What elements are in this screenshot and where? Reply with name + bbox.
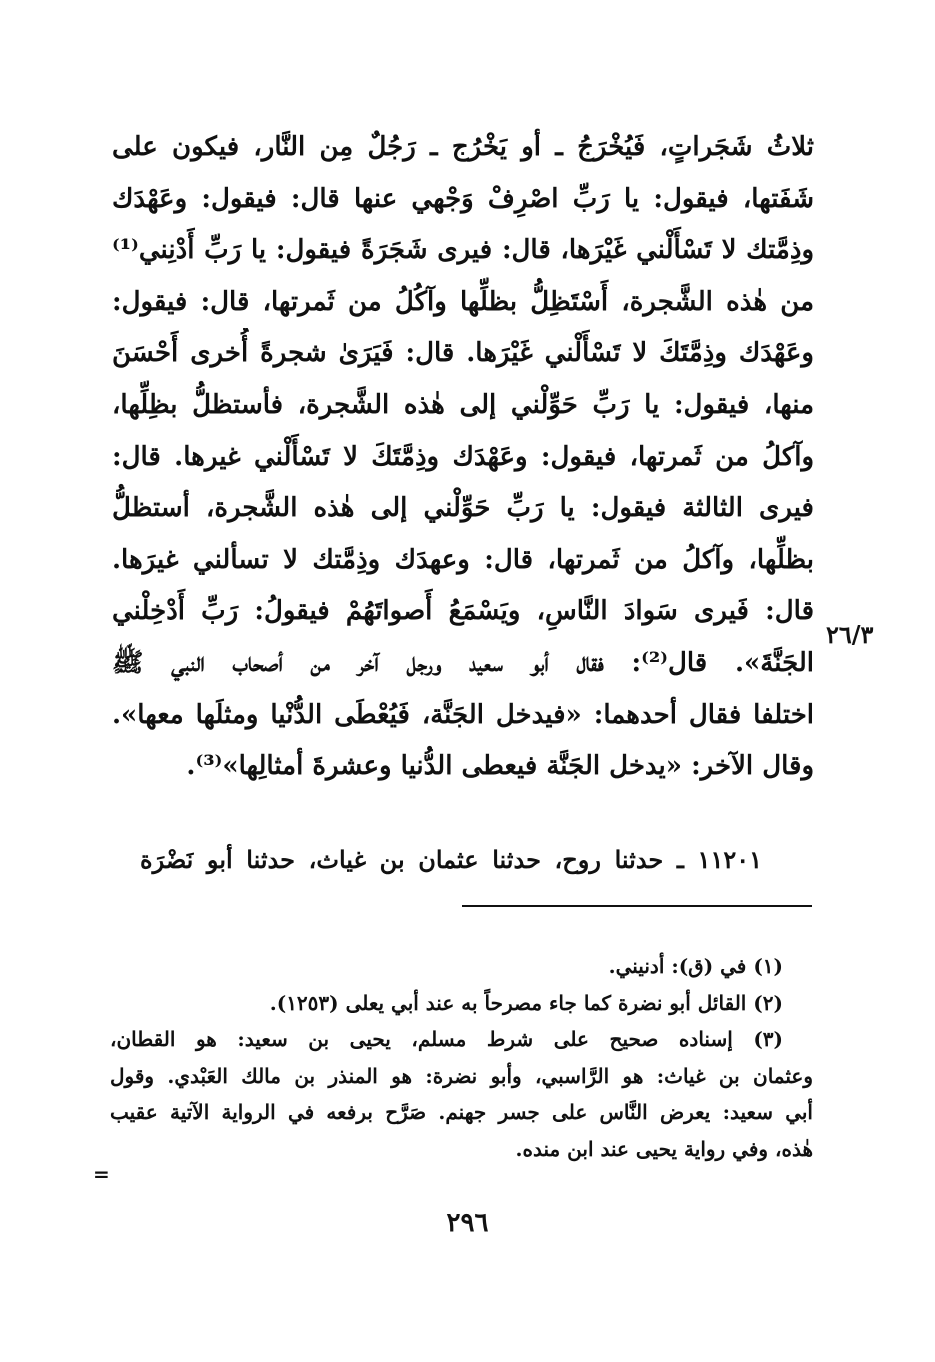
footnote-continuation: هٰذه، وفي رواية يحيى عند ابن منده. bbox=[515, 1136, 813, 1161]
footnote-continuation: أبي سعيد: يعرض النَّاس على جسر جهنم. صَرَّح برفعه في الرواية الآتية عقيب bbox=[110, 1100, 813, 1124]
footnote-continuation: وعثمان بن غياث: هو الرَّاسبي، وأبو نضرة: هو المنذر بن مالك العَبْدي. وقول bbox=[110, 1063, 813, 1088]
next-hadith-line: ١١٢٠١ ـ حدثنا روح، حدثنا عثمان بن غياث، حدثنا أبو نَضْرَة bbox=[140, 845, 762, 874]
continuation-mark: = bbox=[93, 1162, 110, 1186]
text-line: بظلِّها، وآكلُ من ثَمرتها، قال: وعهدَك وذِمَّتك لا تسألني غيرَها. bbox=[112, 544, 814, 575]
text-line: وعَهْدَك وذِمَّتَكَ لا تَسْأَلْني غَيْرَها. قال: فَيَرَىٰ شجرةً أُخرى أَحْسَنَ bbox=[112, 338, 814, 369]
text-line: منها، فيقول: يا رَبِّ حَوِّلْني إلى هٰذه الشَّجرة، فأستظلُّ بظِلِّها، bbox=[112, 389, 814, 420]
footnote: (٢) القائل أبو نضرة كما جاء مصرحاً به عند أبي يعلى (١٢٥٣). bbox=[269, 990, 783, 1015]
text-line: الجَنَّةَ». قال⁽²⁾: فقال أبو سعيد ورجل آخر من أصحاب النبي ﷺ bbox=[112, 647, 814, 678]
page-number: ٢٩٦ bbox=[446, 1208, 489, 1238]
footnote: (٣) إسناده صحيح على شرط مسلم، يحيى بن سعيد: هو القطان، bbox=[110, 1027, 784, 1051]
main-text bbox=[112, 122, 814, 793]
footnotes bbox=[110, 948, 813, 1167]
text-line: من هٰذه الشَّجرة، أَسْتَظِلُّ بظلِّها وآكُلُ من ثَمرتها، قال: فيقول: bbox=[112, 286, 814, 317]
footnote-divider bbox=[462, 905, 812, 907]
text-line: اختلفا فقال أحدهما: «فيدخل الجَنَّة، فَيُعْطَى الدُّنْيا ومثلَها معها». bbox=[112, 699, 814, 730]
margin-reference: ٢٦/٣ bbox=[826, 620, 874, 649]
text-line: شَفَتها، فيقول: يا رَبِّ اصْرِفْ وَجْهي عنها قال: فيقول: وعَهْدَك bbox=[112, 183, 814, 214]
text-line: وقال الآخر: «يدخل الجَنَّة فيعطى الدُّنيا وعشرةَ أمثالِها»⁽³⁾. bbox=[186, 751, 814, 782]
text-line: وذِمَّتك لا تَسْأَلْني غَيْرَها، قال: فيرى شَجَرَةً فيقول: يا رَبِّ أَدْنِني⁽¹⁾ bbox=[112, 235, 814, 266]
footnote: (١) في (ق): أدنيني. bbox=[608, 954, 783, 978]
text-line: وآكلُ من ثَمرتها، فيقول: وعَهْدَك وذِمَّتَكَ لا تَسْأَلْني غيرها. قال: bbox=[112, 441, 814, 472]
text-line: ثلاثُ شَجَراتٍ، فَيُخْرَجُ ـ أو يَخْرُج ـ رَجُلٌ مِن النَّار، فيكون على bbox=[112, 132, 814, 162]
text-line: فيرى الثالثة فيقول: يا رَبِّ حَوِّلْني إلى هٰذه الشَّجرة، أستظلُّ bbox=[112, 493, 814, 524]
text-line: قال: فَيرى سَوادَ النَّاسِ، ويَسْمَعُ أَصواتَهُمْ فيقولُ: رَبِّ أَدْخِلْني bbox=[112, 596, 814, 627]
